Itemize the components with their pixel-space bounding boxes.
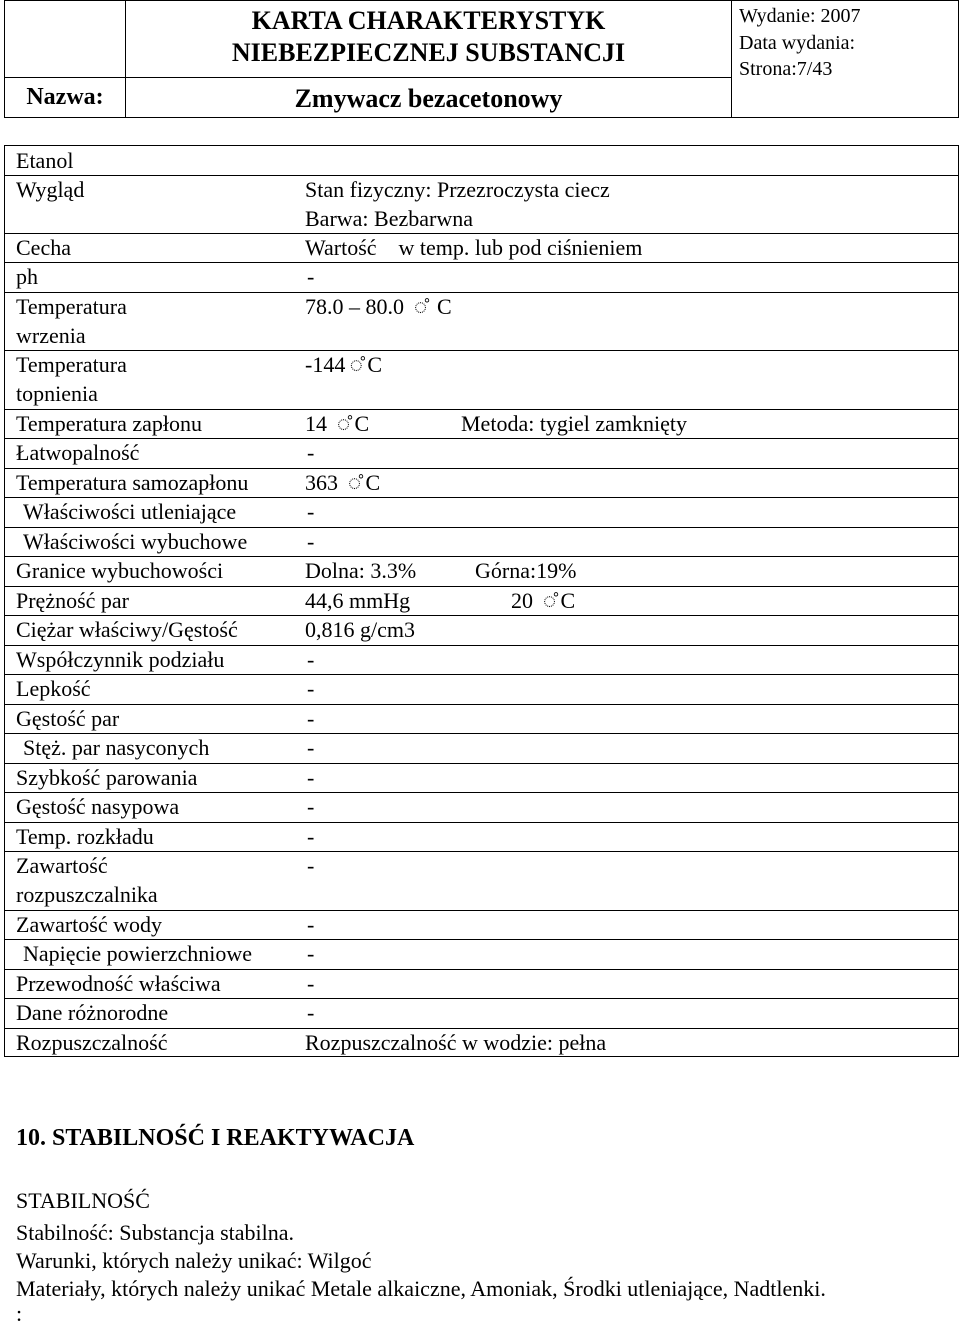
property-label: Współczynnik podziału	[16, 647, 225, 672]
property-label: Gęstość nasypowa	[16, 794, 180, 819]
table-row	[5, 409, 958, 438]
table-row	[5, 468, 958, 497]
property-label: rozpuszczalnika	[16, 882, 158, 907]
table-row	[5, 851, 958, 910]
property-label: Temperatura	[16, 294, 127, 319]
property-value: -	[307, 824, 315, 849]
unit-text: C	[367, 352, 383, 377]
property-label: Ciężar właściwy/Gęstość	[16, 617, 238, 642]
property-label: Temperatura	[16, 352, 127, 377]
table-row	[5, 998, 958, 1028]
property-value: Rozpuszczalność w wodzie: pełna	[305, 1030, 607, 1055]
value-text: 363	[305, 470, 338, 495]
property-label: Zawartość	[16, 853, 108, 878]
property-value: -	[307, 853, 315, 878]
property-label: topnienia	[16, 381, 98, 406]
property-value: 44,6 mmHg	[305, 588, 411, 613]
document-title	[126, 5, 731, 69]
table-row	[5, 497, 958, 527]
table-row	[5, 704, 958, 733]
table-row	[5, 822, 958, 851]
property-value: -	[307, 794, 315, 819]
property-value: Stan fizyczny: Przezroczysta ciecz	[305, 177, 610, 202]
property-value: Wartość w temp. lub pod ciśnieniem	[305, 235, 643, 260]
property-label: Wygląd	[16, 177, 85, 202]
release-date: Data wydania:	[739, 31, 856, 54]
table-row	[5, 615, 958, 645]
property-label: Przewodność właściwa	[16, 971, 221, 996]
property-value: -	[307, 971, 315, 996]
table-row	[5, 175, 958, 233]
property-value: -	[307, 912, 315, 937]
property-value: -	[307, 440, 315, 465]
method-text: Metoda: tygiel zamknięty	[461, 411, 688, 436]
unit-text: C	[560, 588, 576, 613]
property-value-upper: Górna:19%	[475, 558, 577, 583]
substance-name: Etanol	[16, 148, 74, 173]
property-value: Dolna: 3.3%	[305, 558, 417, 583]
property-value	[305, 350, 382, 380]
table-row	[5, 527, 958, 556]
materials-text: Materiały, których należy unikać Metale alkaiczne, Amoniak, Środki utleniające, Nadtlenki.	[16, 1276, 826, 1301]
value-text: 20	[511, 588, 533, 613]
trailing-colon: :	[16, 1301, 23, 1326]
property-value: -	[307, 264, 315, 289]
property-value: 0,816 g/cm3	[305, 617, 415, 642]
table-row	[5, 233, 958, 262]
stability-text: Stabilność: Substancja stabilna.	[16, 1220, 295, 1245]
property-label: Granice wybuchowości	[16, 558, 224, 583]
table-row	[5, 438, 958, 468]
unit-text: C	[365, 470, 381, 495]
property-label: wrzenia	[16, 323, 86, 348]
property-value	[305, 409, 369, 439]
degree-icon: ◌̊	[347, 470, 362, 495]
table-row	[5, 969, 958, 998]
section-title: 10. STABILNOŚĆ I REAKTYWACJA	[16, 1125, 415, 1151]
header-table	[4, 0, 959, 118]
property-value	[305, 468, 380, 498]
property-value: -	[307, 735, 315, 760]
product-name: Zmywacz bezacetonowy	[294, 84, 563, 113]
table-row	[5, 910, 958, 939]
property-value: -	[307, 647, 315, 672]
property-label: Łatwopalność	[16, 440, 140, 465]
property-label: Właściwości wybuchowe	[23, 529, 248, 554]
table-row	[5, 262, 958, 292]
header-divider	[731, 1, 732, 117]
property-label: Temperatura samozapłonu	[16, 470, 249, 495]
header-divider	[5, 77, 731, 78]
property-label: Stęż. par nasyconych	[23, 735, 210, 760]
section-subheading: STABILNOŚĆ	[16, 1188, 150, 1213]
property-label: Dane różnorodne	[16, 1000, 169, 1025]
property-label: Rozpuszczalność	[16, 1030, 168, 1055]
table-row	[5, 733, 958, 763]
table-row	[5, 792, 958, 822]
property-label: Temperatura zapłonu	[16, 411, 202, 436]
unit-text: C	[437, 294, 452, 319]
property-label: Napięcie powierzchniowe	[23, 941, 253, 966]
table-row	[5, 146, 958, 175]
document-title-line: NIEBEZPIECZNEJ SUBSTANCJI	[231, 38, 626, 67]
page-number: Strona:7/43	[739, 58, 833, 80]
property-label: Temp. rozkładu	[16, 824, 154, 849]
property-label: Gęstość par	[16, 706, 120, 731]
document-meta	[739, 3, 861, 83]
table-row	[5, 645, 958, 674]
value-text: 78.0 – 80.0	[305, 294, 404, 319]
property-value: -	[307, 765, 315, 790]
table-row	[5, 350, 958, 409]
document-title-line: KARTA CHARAKTERYSTYK	[251, 6, 606, 35]
property-value: -	[307, 499, 315, 524]
table-row	[5, 674, 958, 704]
degree-icon: ◌̊	[349, 352, 363, 377]
name-label: Nazwa:	[26, 84, 104, 110]
property-label: Lepkość	[16, 676, 91, 701]
degree-icon: ◌̊	[413, 294, 428, 319]
property-value-temp	[511, 586, 575, 616]
value-text: -144	[305, 352, 346, 377]
property-label: Właściwości utleniające	[23, 499, 237, 524]
table-row	[5, 556, 958, 586]
degree-icon: ◌̊	[542, 588, 557, 613]
property-value: -	[307, 1000, 315, 1025]
degree-icon: ◌̊	[336, 411, 351, 436]
properties-table	[4, 145, 959, 1057]
property-label: Cecha	[16, 235, 71, 260]
property-label: ph	[16, 264, 38, 289]
property-label: Prężność par	[16, 588, 130, 613]
property-value: -	[307, 529, 315, 554]
edition: Wydanie: 2007	[739, 5, 861, 27]
table-row	[5, 1028, 958, 1057]
table-row	[5, 292, 958, 350]
unit-text: C	[354, 411, 370, 436]
table-row	[5, 586, 958, 615]
conditions-text: Warunki, których należy unikać: Wilgoć	[16, 1248, 372, 1273]
property-value	[305, 292, 452, 322]
table-row	[5, 939, 958, 969]
property-value: Barwa: Bezbarwna	[305, 206, 473, 231]
property-value: -	[307, 706, 315, 731]
property-value: -	[307, 676, 315, 701]
value-text: 14	[305, 411, 327, 436]
property-label: Szybkość parowania	[16, 765, 198, 790]
property-value: -	[307, 941, 315, 966]
property-label: Zawartość wody	[16, 912, 163, 937]
table-row	[5, 763, 958, 792]
